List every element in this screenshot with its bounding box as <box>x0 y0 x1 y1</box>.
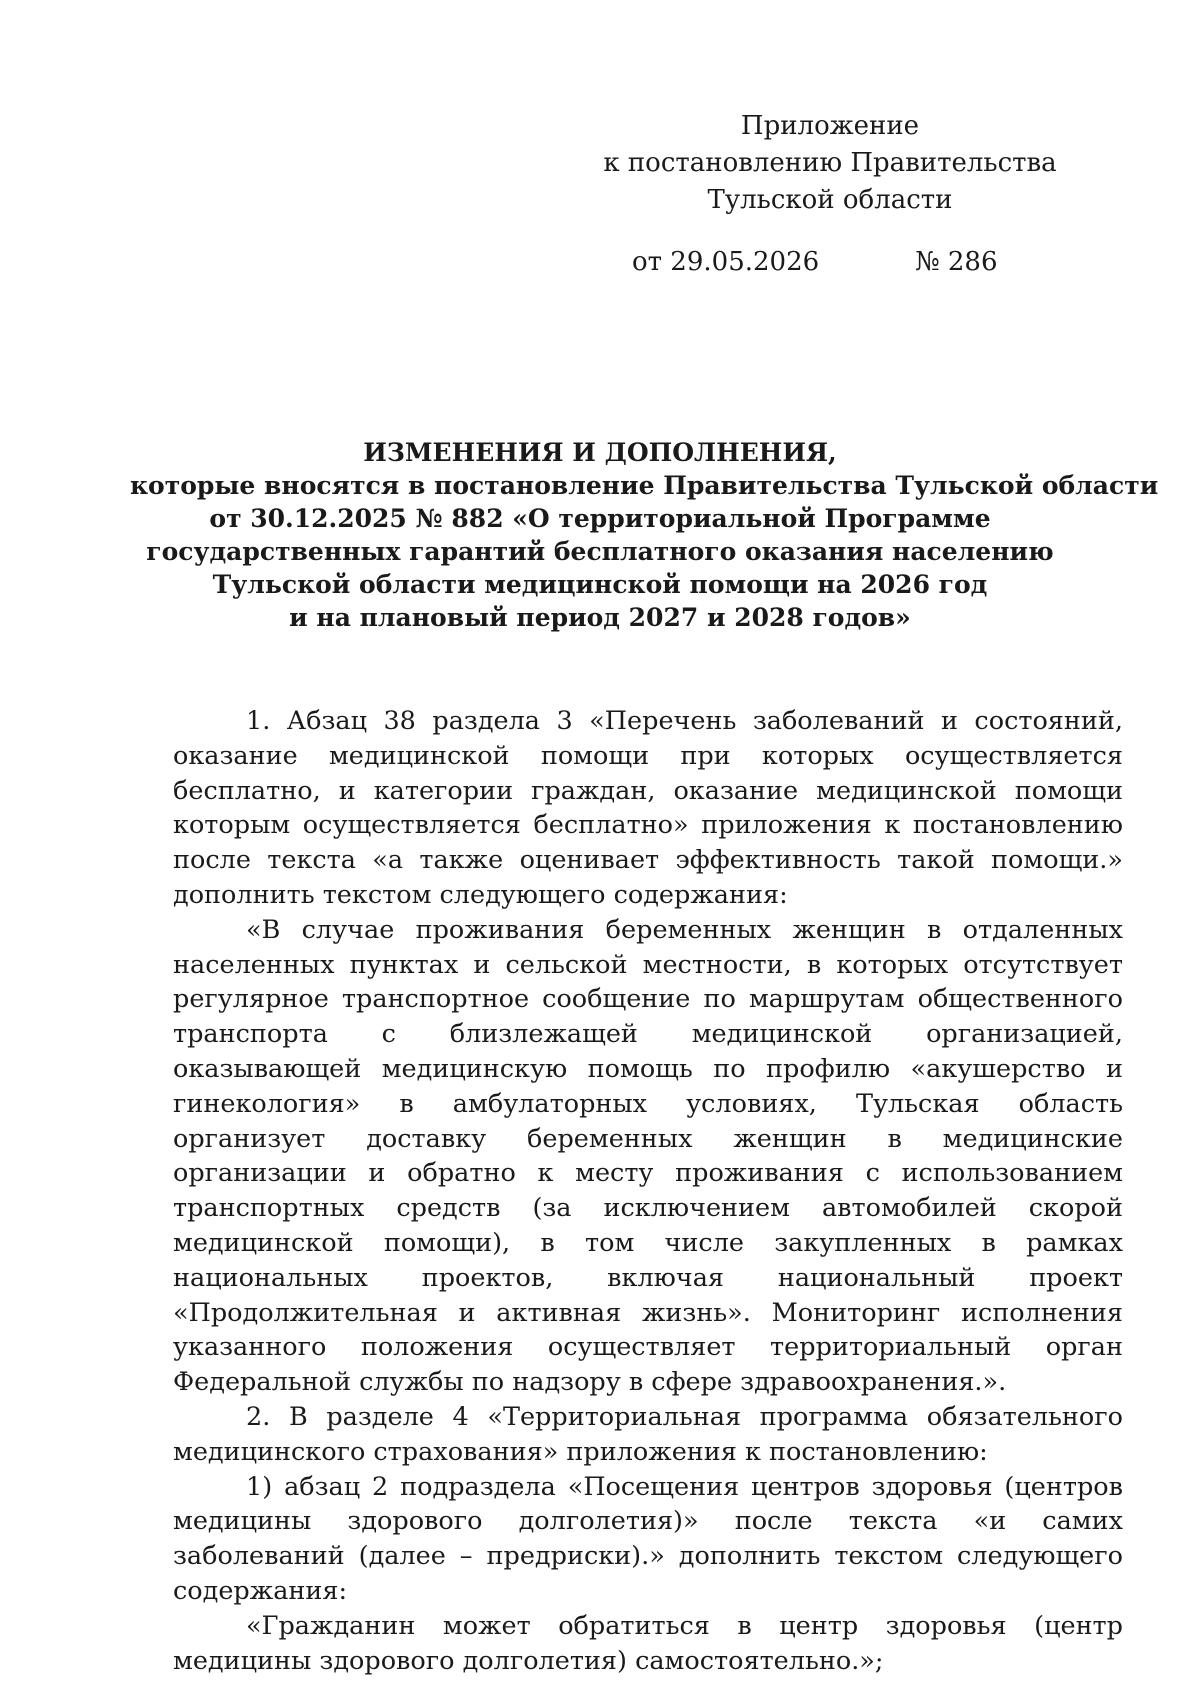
title-line-5: Тульской области медицинской помощи на 2026 год <box>212 570 988 599</box>
title-line-6: и на плановый период 2027 и 2028 годов» <box>289 603 911 632</box>
title-line-2: которые вносятся в постановление Правительства Тульской области <box>130 471 1159 500</box>
document-title <box>130 436 1159 634</box>
paragraph-3: 2. В разделе 4 «Территориальная программа обязательного медицинского страхования» приложения к постановлению: <box>173 1401 1123 1467</box>
paragraph-1: 1. Абзац 38 раздела 3 «Перечень заболеваний и состояний, оказание медицинской помощи при которых осуществляется бесплатно, и категории граждан, оказание медицинской помощи которым осуществляется бесплатно» приложения к постановлению после текста «а также оценивает эффективность такой помощи.» дополнить текстом следующего содержания: <box>173 706 1123 910</box>
paragraph-4: 1) абзац 2 подраздела «Посещения центров здоровья (центров медицины здорового долголетия)» после текста «и самих заболеваний (далее – предриски).» дополнить текстом следующего содержания: <box>173 1471 1123 1606</box>
appendix-region: Тульской области <box>707 185 953 215</box>
title-heading: ИЗМЕНЕНИЯ И ДОПОЛНЕНИЯ, <box>363 438 837 467</box>
paragraph-5: «Гражданин может обратиться в центр здоровья (центр медицины здорового долголетия) самостоятельно.»; <box>173 1610 1123 1676</box>
decree-number: № 286 <box>915 247 998 277</box>
decree-date: от 29.05.2026 <box>632 247 820 277</box>
title-line-3: от 30.12.2025 № 882 «О территориальной Программе <box>209 504 991 533</box>
title-line-4: государственных гарантий бесплатного оказания населению <box>146 537 1054 566</box>
appendix-reference: к постановлению Правительства <box>603 148 1057 178</box>
appendix-header <box>560 108 1100 219</box>
appendix-label: Приложение <box>740 111 920 141</box>
document-body <box>173 704 1123 1678</box>
paragraph-2: «В случае проживания беременных женщин в отдаленных населенных пунктах и сельской местности, в которых отсутствует регулярное транспортное сообщение по маршрутам общественного транспорта с близлежащей медицинской организацией, оказывающей медицинскую помощь по профилю «акушерство и гинекология» в амбулаторных условиях, Тульская область организует доставку беременных женщин в медицинские организации и обратно к месту проживания с использованием транспортных средств (за исключением автомобилей скорой медицинской помощи), в том числе закупленных в рамках национальных проектов, включая национальный проект «Продолжительная и активная жизнь». Мониторинг исполнения указанного положения осуществляет территориальный орган Федеральной службы по надзору в сфере здравоохранения.». <box>173 914 1123 1398</box>
decree-date-row <box>0 244 1200 284</box>
